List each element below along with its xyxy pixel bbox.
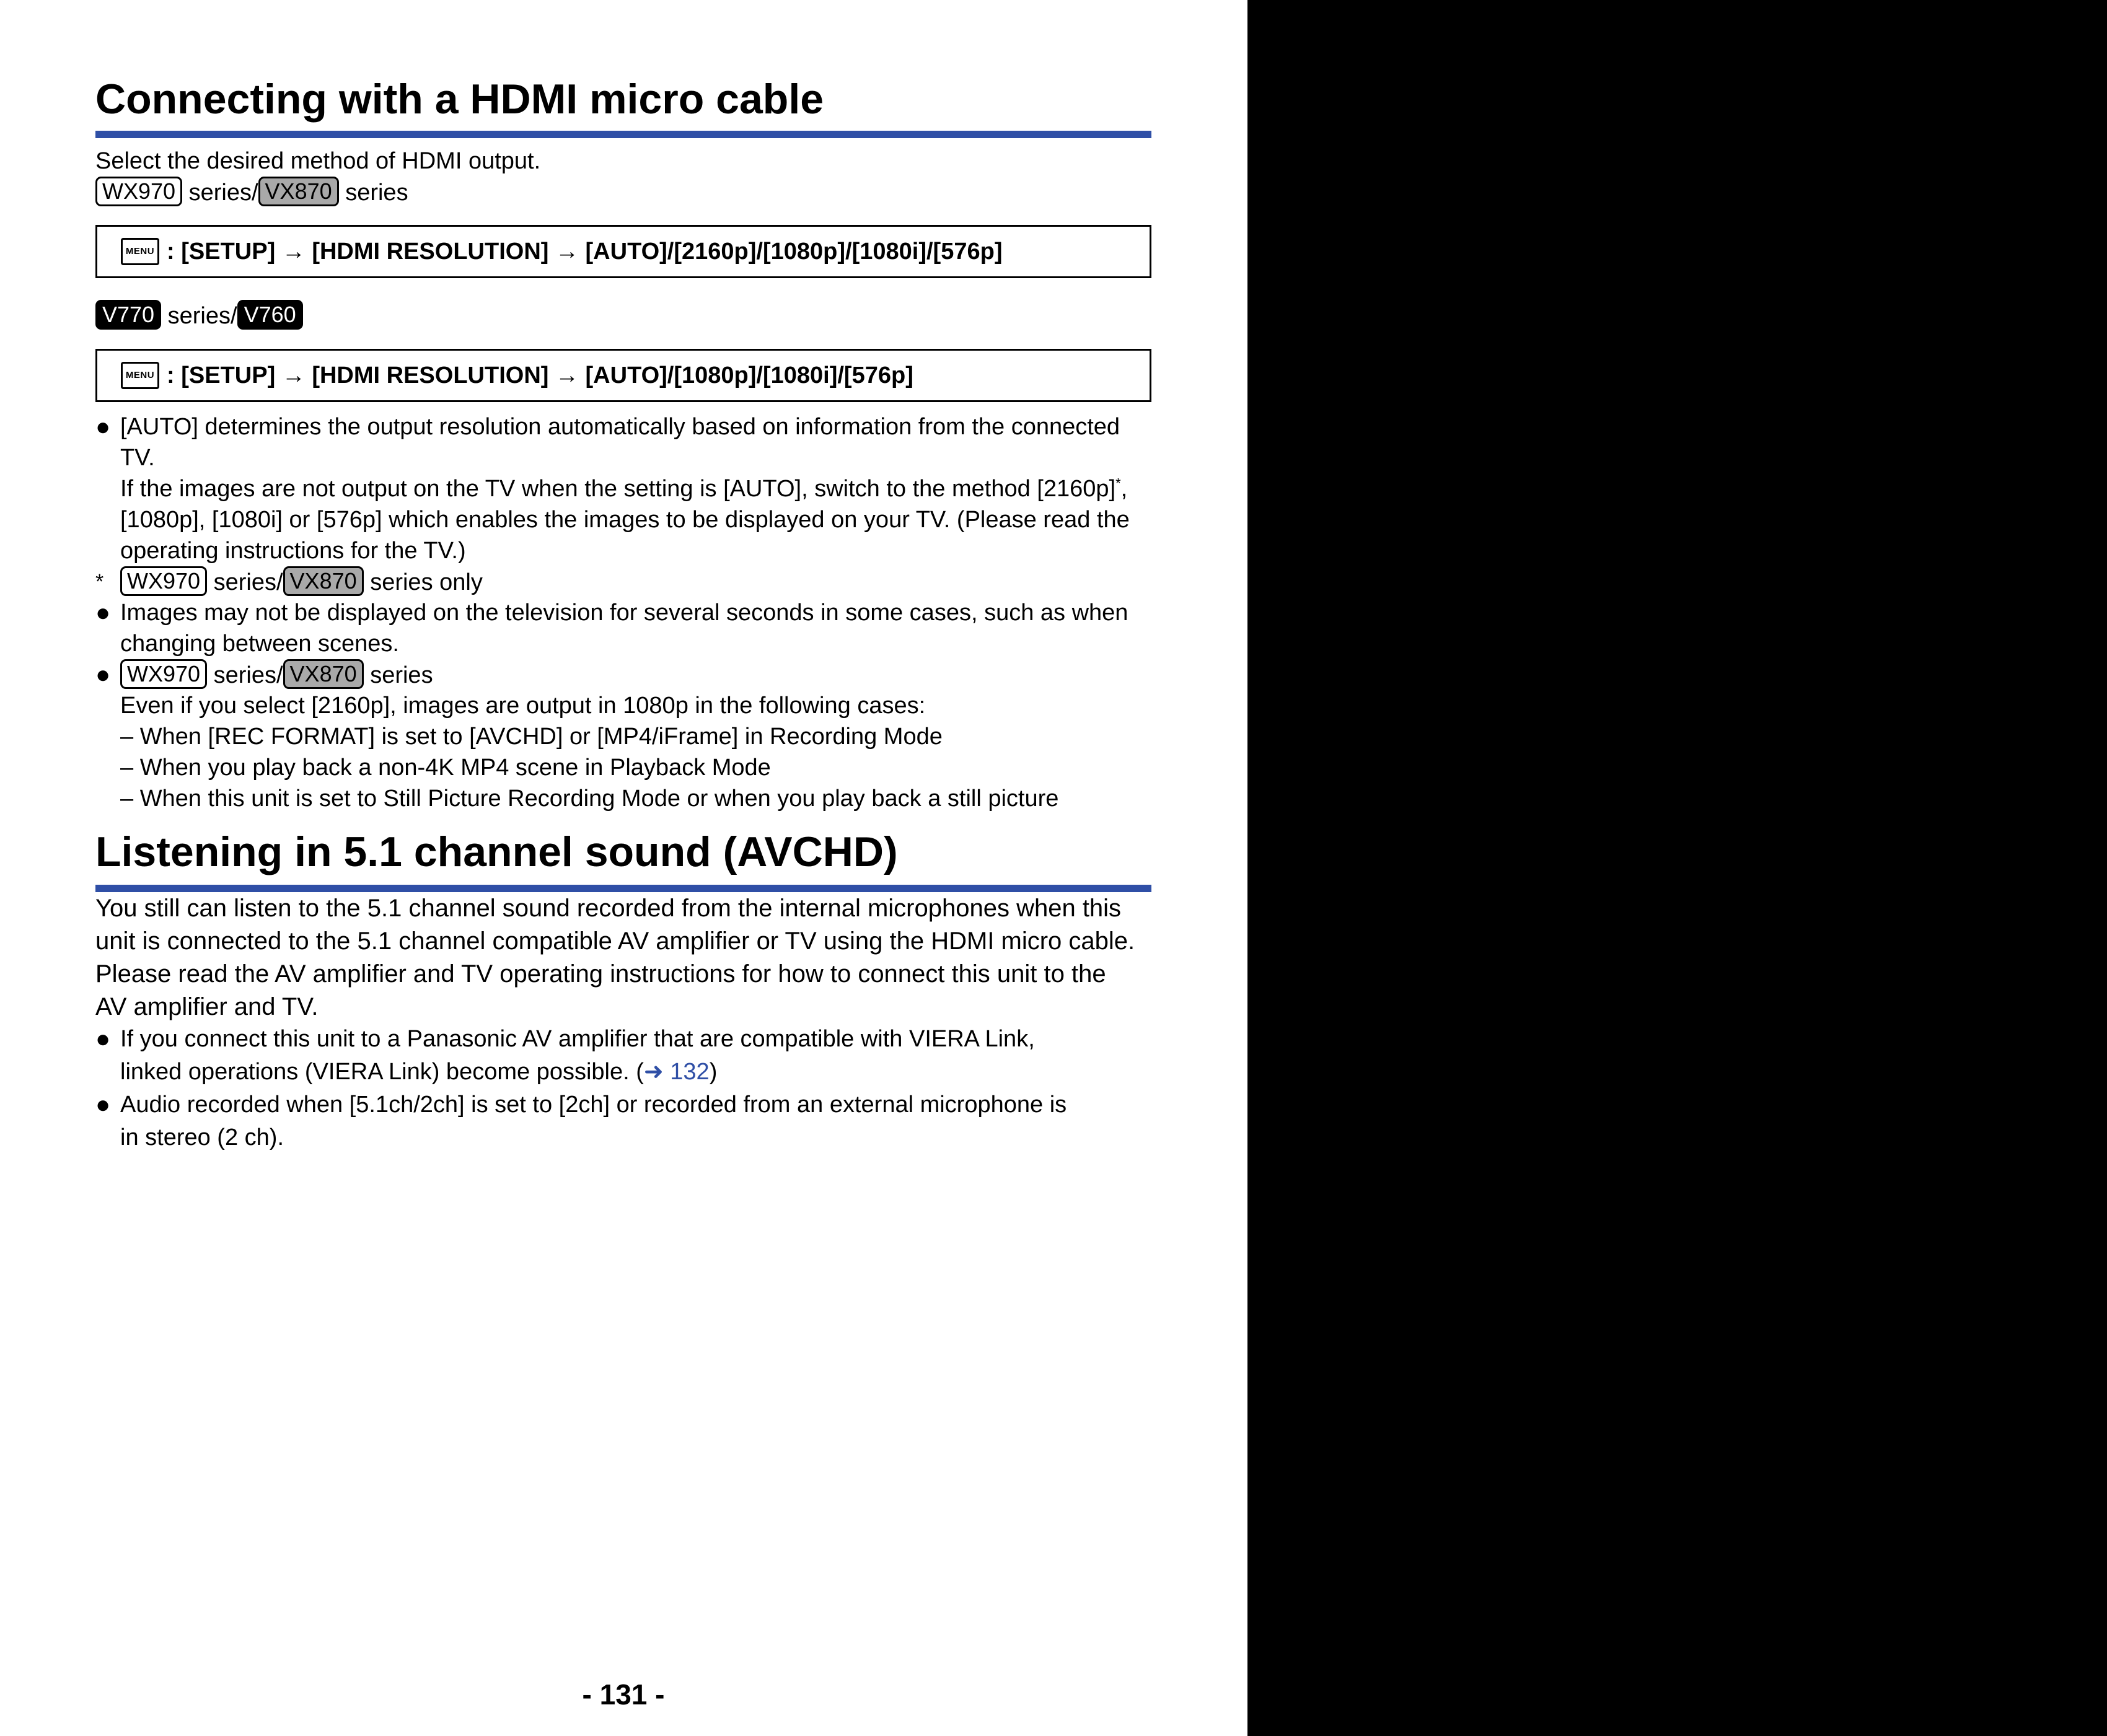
model-badge-vx870: VX870	[258, 177, 339, 206]
bullet2-line2: changing between scenes.	[120, 631, 399, 657]
menu-path-box-b	[95, 349, 1151, 402]
footnote-mark: *	[1115, 475, 1121, 491]
s2-bullet2-line2: in stereo (2 ch).	[120, 1124, 284, 1151]
bullet1-line1: [AUTO] determines the output resolution automatically based on information from the connected	[120, 414, 1120, 440]
bullet3-dash3: – When this unit is set to Still Picture Recording Mode or when you play back a still picture	[120, 786, 1059, 812]
bullet-dot: ●	[95, 1025, 111, 1053]
model-badge-vx870: VX870	[283, 566, 364, 596]
model-badge-wx970: WX970	[95, 177, 182, 206]
bullet1-line3-text: If the images are not output on the TV when the setting is [AUTO], switch to the method [2160p]	[120, 476, 1116, 502]
para-line4: AV amplifier and TV.	[95, 993, 319, 1020]
model-separator: series/	[161, 303, 237, 329]
bullet1-line3-end: ,	[1120, 476, 1128, 502]
para-line1: You still can listen to the 5.1 channel sound recorded from the internal microphones when this	[95, 895, 1122, 922]
bullet1-line4: [1080p], [1080i] or [576p] which enables the images to be displayed on your TV. (Please read the	[120, 507, 1130, 533]
page-reference-link[interactable]: ➜ 132	[643, 1059, 710, 1085]
title-rule	[95, 885, 1151, 892]
section-title-51ch: Listening in 5.1 channel sound (AVCHD)	[95, 828, 898, 875]
intro-text: Select the desired method of HDMI output.	[95, 148, 541, 174]
bullet3-dash2: – When you play back a non-4K MP4 scene in Playback Mode	[120, 755, 771, 781]
menu-path-b-text: [SETUP] → [HDMI RESOLUTION] → [AUTO]/[1080p]/[1080i]/[576p]	[181, 362, 913, 388]
para-line2: unit is connected to the 5.1 channel compatible AV amplifier or TV using the HDMI micro cable.	[95, 927, 1135, 955]
menu-colon: :	[167, 239, 182, 265]
bullet-dot: ●	[95, 599, 111, 626]
section-title-hdmi: Connecting with a HDMI micro cable	[95, 76, 824, 123]
model-separator: series/	[182, 180, 258, 206]
bullet1-line3	[120, 473, 1127, 504]
footnote-line	[120, 566, 483, 598]
menu-colon: :	[167, 362, 182, 388]
model-badge-v770: V770	[95, 300, 161, 330]
bullet3-line2: Even if you select [2160p], images are output in 1080p in the following cases:	[120, 693, 926, 719]
s2-bullet1-close: )	[709, 1059, 718, 1085]
s2-bullet2-line1: Audio recorded when [5.1ch/2ch] is set to [2ch] or recorded from an external microphone is	[120, 1092, 1067, 1118]
model-badge-vx870: VX870	[283, 659, 364, 689]
bullet-dot: ●	[95, 413, 111, 441]
model-suffix: series	[338, 180, 408, 206]
title-rule	[95, 131, 1151, 138]
footnote-asterisk: *	[95, 570, 104, 594]
bullet3-models	[120, 659, 433, 691]
s2-bullet1-line1: If you connect this unit to a Panasonic AV amplifier that are compatible with VIERA Link,	[120, 1026, 1035, 1052]
model-badge-wx970: WX970	[120, 566, 207, 596]
model-separator: series/	[207, 569, 283, 595]
model-badge-wx970: WX970	[120, 659, 207, 689]
bullet1-line5: operating instructions for the TV.)	[120, 538, 466, 564]
bullet2-line1: Images may not be displayed on the television for several seconds in some cases, such as when	[120, 600, 1128, 626]
model-separator: series/	[207, 662, 283, 688]
menu-icon: MENU	[121, 362, 159, 389]
black-side-panel	[1247, 0, 2107, 1736]
model-line-b	[95, 300, 303, 331]
bullet-dot: ●	[95, 661, 111, 688]
s2-bullet1-line2	[120, 1056, 717, 1087]
menu-icon: MENU	[121, 238, 159, 265]
model-suffix: series	[363, 662, 433, 688]
menu-path-a-text: [SETUP] → [HDMI RESOLUTION] → [AUTO]/[2160p]/[1080p]/[1080i]/[576p]	[181, 239, 1003, 265]
menu-path-a	[167, 227, 1002, 276]
menu-path-box-a	[95, 225, 1151, 278]
menu-path-b	[167, 351, 913, 400]
model-badge-v760: V760	[237, 300, 303, 330]
s2-bullet1-text: linked operations (VIERA Link) become possible. (	[120, 1059, 644, 1085]
bullet1-line2: TV.	[120, 445, 155, 471]
footnote-suffix: series only	[363, 569, 483, 595]
bullet-dot: ●	[95, 1091, 111, 1118]
model-line-a	[95, 177, 408, 208]
para-line3: Please read the AV amplifier and TV operating instructions for how to connect this unit to the	[95, 960, 1106, 988]
page-number: - 131 -	[582, 1678, 665, 1711]
bullet3-dash1: – When [REC FORMAT] is set to [AVCHD] or [MP4/iFrame] in Recording Mode	[120, 724, 943, 750]
